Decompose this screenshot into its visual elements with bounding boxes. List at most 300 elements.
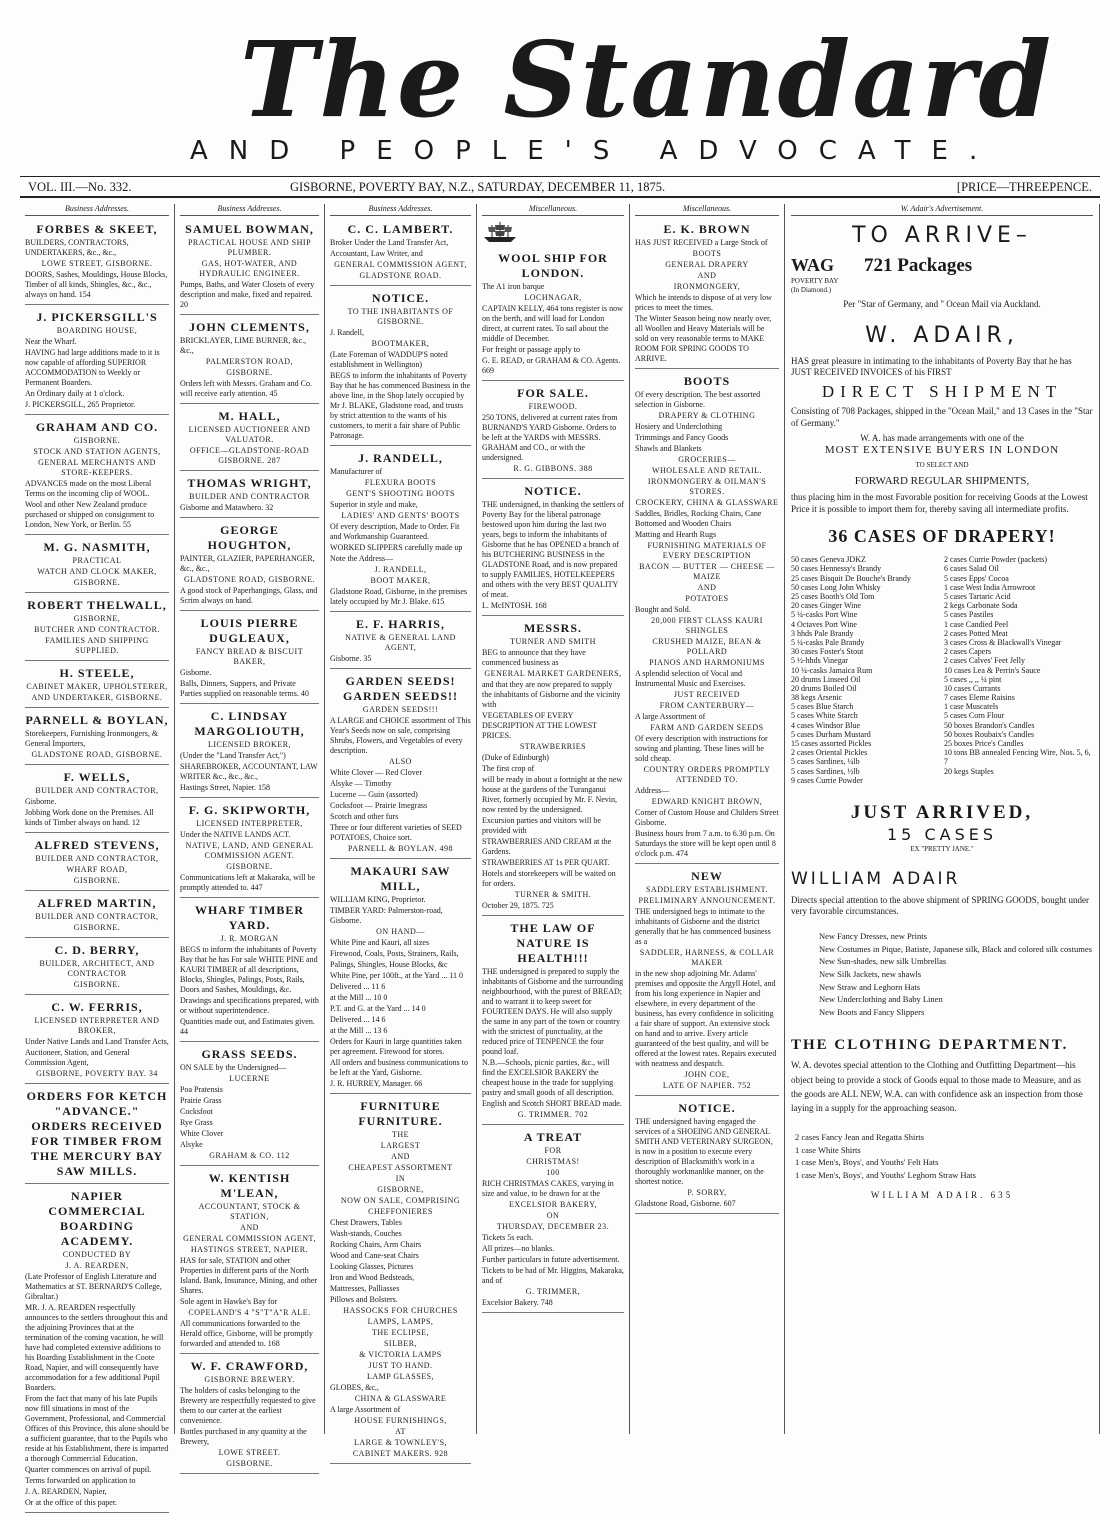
ad-line: Palings, Shingles, House Blocks, &c [330, 960, 448, 969]
advertisement [180, 800, 319, 898]
ad-line: GENERAL COMMISSION AGENT, [183, 1234, 316, 1243]
advertisement [180, 1168, 319, 1354]
ad-line: Gisborne. 35 [330, 654, 372, 663]
ad-line: Alsyke — Timothy [330, 779, 392, 788]
column-4 [477, 204, 630, 1434]
ad-line: CHINA & GLASSWARE [354, 1394, 447, 1403]
advertisement [635, 371, 779, 864]
ad-heading: SAMUEL BOWMAN, [185, 222, 314, 236]
ad-line: LADIES' AND GENTS' BOOTS [341, 511, 460, 520]
ad-line: VEGETABLES OF EVERY DESCRIPTION AT THE LOWEST PRICES. [482, 711, 597, 740]
ad-line: WORKED SLIPPERS carefully made up [330, 543, 463, 552]
list-item: 25 cases Bisquit De Bouche's Brandy [791, 573, 911, 583]
ad-heading: GRASS SEEDS. [201, 1047, 298, 1061]
ad-line: WHOLESALE AND RETAIL. [651, 466, 763, 475]
directs-text: Directs special attention to the above shipment of SPRING GOODS, bought under very favorable circumstances. [791, 894, 1089, 916]
advertisement [180, 613, 319, 704]
ad-line: A good stock of Paperhangings, Glass, and Scrim always on hand. [180, 586, 318, 605]
ad-line: CHRISTMAS! [526, 1157, 580, 1166]
ad-line: Pumps, Baths, and Water Closets of every description and make, fixed and repaired. 20 [180, 280, 315, 309]
ad-heading: ROBERT THELWALL, [27, 598, 167, 612]
ad-heading: ALFRED MARTIN, [37, 896, 157, 910]
ad-line: Hastings Street, Napier. 158 [180, 783, 270, 792]
ad-heading: WOOL SHIP FOR LONDON. [498, 251, 608, 280]
new-goods-list [791, 931, 1093, 1017]
ad-line: Communications left at Makaraka, will be promptly attended to. 447 [180, 873, 316, 892]
ex-ship: EX "PRETTY JANE." [910, 844, 974, 853]
advertisement [482, 1127, 624, 1313]
ad-line: AND [391, 1152, 410, 1161]
list-item: 2 kegs Carbonate Soda [944, 601, 1018, 611]
ship-icon [482, 221, 518, 243]
advertisement [330, 614, 471, 669]
advertisement [25, 940, 169, 995]
ad-line: The Winter Season being now nearly over, all Woollen and Heavy Materials will be sold on very reasonable terms to MAKE ROOM FOR SPRING GOODS TO ARRIVE. [635, 314, 772, 363]
ad-line: Tickets 5s each. [482, 1233, 534, 1242]
ad-line: J. A. REARDEN, Napier, [25, 1487, 107, 1496]
ad-line: FAMILIES AND SHIPPING SUPPLIED. [45, 636, 149, 655]
to-arrive-heading: TO ARRIVE– [852, 223, 1032, 248]
ad-line: J. R. MORGAN [220, 934, 279, 943]
ad-line: Cocksfoot [180, 1107, 213, 1116]
ad-line: & VICTORIA LAMPS [359, 1350, 442, 1359]
arrange-text: W. A. has made arrangements with one of the [860, 432, 1024, 443]
ad-line: NATIVE, LAND, AND GENERAL COMMISSION AGENT. [185, 841, 314, 860]
ad-line: GROCERIES— [678, 455, 736, 464]
ad-line: LUCERNE [229, 1074, 270, 1083]
list-item: 5 ¼-casks Pale Brandy [791, 637, 865, 647]
ad-heading: NOTICE. [524, 484, 582, 498]
ad-line: JUST RECEIVED [673, 690, 741, 699]
ad-line: STRAWBERRIES AND CREAM at the Gardens. [482, 837, 612, 856]
ad-line: GAS, HOT-WATER, AND HYDRAULIC ENGINEER. [199, 259, 300, 278]
ad-line: BUILDER AND CONTRACTOR, [35, 786, 159, 795]
ad-line: LOWE STREET, GISBORNE. [41, 259, 153, 268]
ad-line: Accountant, Law Writer, and [330, 249, 423, 258]
advertisement [180, 406, 319, 471]
ad-heading: GRAHAM AND CO. [35, 420, 159, 434]
ad-line: in the new shop adjoining Mr. Adams' premises and opposite the Argyll Hotel, and from his long experience in Napier and elsewhere, in every department of the business, has every confidence in soliciting a fair share of support. An extensive stock on hand and to arrive. Every article guaranteed of the best quality, and will be offered at the lowest rates. Repairs executed with neatness and despatch. [635, 969, 777, 1068]
advertisement [330, 1096, 471, 1464]
ad-heading: WHARF TIMBER YARD. [194, 903, 304, 932]
ad-line: P. SORRY, [687, 1188, 727, 1197]
ad-line: ACCOUNTANT, STOCK & STATION, [198, 1202, 301, 1221]
advertisement [180, 520, 319, 611]
ad-line: THE undersigned having engaged the services of a SHOEING AND GENERAL SMITH AND VETERINARY SURGEON, is now in a position to execute every description of Blacksmith's work in a thoroughly workmanlike manner, on the shortest notice. [635, 1117, 773, 1186]
advertisement [180, 317, 319, 404]
ad-heading: F. WELLS, [63, 770, 131, 784]
ads-list [330, 219, 471, 1464]
select-text: TO SELECT AND [915, 460, 969, 469]
advertisement [25, 893, 169, 938]
ad-line: BOOT MAKER, [370, 576, 431, 585]
ad-heading: C. D. BERRY, [54, 943, 140, 957]
list-item: 5 cases Durham Mustard [791, 729, 871, 739]
ad-line: Rye Grass [180, 1118, 213, 1127]
ad-heading: C. W. FERRIS, [51, 1000, 143, 1014]
ad-heading: NOTICE. [371, 291, 430, 305]
list-item: New Straw and Leghorn Hats [819, 981, 921, 992]
ad-line: Poa Pratensis [180, 1085, 223, 1094]
ad-heading: THE LAW OF NATURE IS HEALTH!!! [510, 921, 596, 965]
ad-line: Of every description. The best assorted selection in Gisborne. [635, 390, 761, 409]
ad-line: CONDUCTED BY [62, 1250, 132, 1259]
ad-heading: J. RANDELL, [358, 451, 443, 465]
ad-line: THE undersigned begs to intimate to the inhabitants of Gisborne and the district generally that he has commenced business as a [635, 907, 771, 946]
list-item: 9 cases Currie Powder [791, 775, 863, 785]
thus-text: thus placing him in the most Favorable position for receiving Goods at the Lowest Price it is possible to import them for, thereby saving all intermediate profits. [791, 492, 1088, 514]
just-arrived-heading: JUST ARRIVED, [850, 801, 1034, 823]
ad-line: CROCKERY, CHINA & GLASSWARE [635, 498, 779, 507]
advertisement [482, 383, 624, 479]
ad-line: TURNER & SMITH. [514, 890, 592, 899]
advertisement [25, 307, 169, 415]
ads-list [482, 248, 624, 1313]
signature: WILLIAM ADAIR. 635 [870, 1190, 1014, 1201]
advertisement [25, 417, 169, 535]
ad-line: Gisborne. [180, 668, 212, 677]
ad-line: LICENSED BROKER, [207, 740, 292, 749]
list-item: New Costumes in Pique, Batiste, Japanese silk, Black and colored silk costumes [819, 943, 1092, 954]
ad-line: BUILDER AND CONTRACTOR [189, 492, 310, 501]
advertisement [25, 537, 169, 593]
ad-line: SILBER, [383, 1339, 418, 1348]
advertisement [330, 861, 471, 1094]
list-item: 10 ¼-casks Jamaica Rum [791, 665, 873, 675]
ad-heading: THOMAS WRIGHT, [187, 476, 312, 490]
ads-list [635, 219, 779, 1214]
ad-line: BACON — BUTTER — CHEESE — MAIZE [639, 562, 775, 581]
ad-line: R. G. GIBBONS. 388 [513, 464, 593, 473]
list-item: 1 case Muscatels [944, 702, 999, 712]
ad-heading: MAKAURI SAW MILL, [350, 864, 451, 893]
list-item: 15 cases assorted Pickles [791, 739, 872, 748]
ad-heading: ALFRED STEVENS, [34, 838, 160, 852]
ad-line: SADDLER, HARNESS, & COLLAR MAKER [639, 948, 775, 967]
list-item: 2 cases Capers [944, 647, 992, 657]
ad-line: LICENSED INTERPRETER, [196, 819, 303, 828]
ad-line: STOCK AND STATION AGENTS, [33, 447, 161, 456]
ad-line: PAINTER, GLAZIER, PAPERHANGER, &c., &c., [180, 554, 315, 573]
column-3 [325, 204, 477, 1458]
newspaper-title: The Standard [240, 18, 1054, 141]
ad-line: BOARDING HOUSE, [56, 326, 138, 335]
ad-line: (Late Professor of English Literature and Mathematics at ST. BERNARD'S College, Gibraltar.) [25, 1272, 162, 1301]
ad-line: PRELIMINARY ANNOUNCEMENT. [638, 896, 776, 905]
list-item: 5 cases Corn Flour [944, 711, 1005, 721]
ad-line: HASTINGS STREET, NAPIER. [190, 1245, 309, 1254]
ad-line: IN [395, 1174, 406, 1183]
ad-line: Tickets to be had of Mr. Higgins, Makaraka, and of [482, 1266, 624, 1285]
ad-line: FARM AND GARDEN SEEDS [650, 723, 764, 732]
list-item: 2 cases Oriental Pickles [791, 748, 868, 758]
advertisement [25, 997, 169, 1084]
ad-line: P.T. and G. at the Yard ... 14 0 [330, 1004, 426, 1013]
column-heading: Business Addresses. [25, 204, 169, 216]
ad-line: WATCH AND CLOCK MAKER, [37, 567, 157, 576]
list-item: 5 cases ,, ,, ¼ pint [944, 674, 1002, 684]
ad-line: Jobbing Work done on the Premises. All kinds of Timber always on hand. 12 [25, 808, 154, 827]
ad-line: (Duke of Edinburgh) [482, 753, 549, 762]
ad-line: Address— [635, 786, 670, 795]
wag-note: POVERTY BAY [791, 277, 839, 286]
list-item: New Silk Jackets, new shawls [819, 969, 922, 980]
wag-mark: WAG [791, 254, 835, 275]
list-item: 2 cases Potted Meat [944, 628, 1008, 638]
advertisement [635, 866, 779, 1096]
list-item: 5 cases Sardines, ¼lb [791, 757, 860, 767]
list-item: 25 boxes Price's Candles [944, 739, 1024, 748]
ad-line: BUTCHER AND CONTRACTOR. [34, 625, 160, 634]
masthead [0, 0, 1114, 194]
ad-line: Balls, Dinners, Suppers, and Private Parties supplied on reasonable terms. 40 [180, 679, 309, 698]
ad-line: Wash-stands, Couches [330, 1229, 402, 1238]
volume-number: VOL. III.—No. 332. [28, 180, 132, 194]
ad-line: All communications forwarded to the Herald office, Gisborne, will be promptly forwarded and attended to. 168 [180, 1319, 313, 1348]
list-item: 2 cases Calves' Feet Jelly [944, 656, 1025, 666]
ad-line: GISBORNE. [226, 862, 273, 871]
ad-line: CRUSHED MAIZE, BEAN & POLLARD [652, 637, 762, 656]
ad-heading: NAPIER COMMERCIAL BOARDING ACADEMY. [48, 1189, 146, 1248]
ad-line: GENERAL COMMISSION AGENT, [334, 260, 467, 269]
ad-line: Chest Drawers, Tables [330, 1218, 402, 1227]
ad-heading: MESSRS. [523, 621, 583, 635]
stock-list-right [944, 555, 1093, 785]
ad-line: LOWE STREET. [218, 1448, 281, 1457]
ad-line: PRACTICAL HOUSE AND SHIP PLUMBER. [187, 238, 312, 257]
ad-line: AND [697, 583, 717, 592]
ad-line: N.B.—Schools, picnic parties, &c., will find the EXCELSIOR BAKERY the cheapest house in the trade for supplying pastry and small goods of all description. [482, 1058, 614, 1097]
ad-line: AND [240, 1223, 259, 1232]
ad-line: BEG to announce that they have commenced business as [482, 648, 586, 667]
ad-heading: C. C. LAMBERT. [347, 222, 454, 236]
dateline-bar [20, 176, 1100, 198]
most-extensive: MOST EXTENSIVE BUYERS IN LONDON [824, 444, 1060, 456]
advertisement [330, 448, 471, 612]
ad-line: GISBORNE. [73, 876, 121, 885]
ad-line: All orders and business communications to be left at the Yard, Gisborne. [330, 1058, 468, 1077]
ad-line: Excelsior Bakery. 748 [482, 1298, 553, 1307]
list-item: 3 hhds Pale Brandy [791, 628, 854, 638]
ad-line: GISBORNE. [73, 578, 121, 587]
list-item: 5 cases Pastiles [944, 610, 994, 620]
ad-heading: A TREAT [523, 1130, 583, 1144]
ad-line: Under Native Lands and Land Transfer Acts, [25, 1037, 169, 1046]
ad-line: FURNISHING MATERIALS OF EVERY DESCRIPTION [647, 541, 767, 560]
list-item: 5 ½-hhds Vinegar [791, 656, 848, 666]
column-heading: W. Adair's Advertisement. [791, 204, 1093, 216]
ad-line: CAPTAIN KELLY, 464 tons register is now on the berth, and will load for London direct, at current rates. To sail about the middle of December. [482, 304, 623, 343]
ad-line: Of every description, Made to Order. Fit and Workmanship Guaranteed. [330, 522, 460, 541]
ads-list [180, 219, 319, 1474]
ad-line: 250 TONS, delivered at current rates from BURNAND'S YARD Gisborne. Orders to be left at the YARDS with MESSRS. GRAHAM and CO., or with the undersigned. [482, 413, 618, 462]
ad-line: White Clover — Red Clover [330, 768, 422, 777]
ad-heading: F. G. SKIPWORTH, [188, 803, 311, 817]
ad-line: CABINET MAKER, UPHOLSTERER, [26, 682, 168, 691]
column-heading: Business Addresses. [180, 204, 319, 216]
ad-line: AND UNDERTAKER, GISBORNE. [31, 693, 163, 702]
list-item: 5 cases White Starch [791, 711, 858, 721]
ad-line: Firewood, Coals, Posts, Strainers, Rails, [330, 949, 459, 958]
advertisement [482, 481, 624, 616]
advertisement [330, 288, 471, 446]
ad-line: FROM CANTERBURY— [659, 701, 755, 710]
ad-line: JOHN COE, [684, 1070, 730, 1079]
ad-line: 20,000 FIRST CLASS KAURI SHINGLES [651, 616, 763, 635]
ad-line: Mattresses, Palliasses [330, 1284, 400, 1293]
list-item: 25 cases Booth's Old Tom [791, 592, 875, 601]
ad-line: HAS JUST RECEIVED a Large Stock of [635, 238, 768, 247]
ad-line: Trimmings and Fancy Goods [635, 433, 729, 442]
ad-line: SADDLERY ESTABLISHMENT. [646, 885, 768, 894]
ad-line: BEGS to inform the inhabitants of Poverty Bay that he has For sale WHITE PINE and KAURI TIMBER of all descriptions, Blocks, Shingles, Palings, Posts, Rails, Doors and Sashes, Mouldings, &c. [180, 945, 318, 994]
ad-line: White Pine, per 100ft., at the Yard ... 11 0 [330, 971, 464, 980]
ad-line: EDWARD KNIGHT BROWN, [651, 797, 763, 806]
ad-line: THE [391, 1130, 410, 1139]
ad-line: GISBORNE. [73, 923, 121, 932]
ad-heading: E. K. BROWN [663, 222, 751, 236]
stock-list [791, 555, 1093, 785]
list-item: 4 cases Windsor Blue [791, 720, 861, 730]
advertisement [25, 1086, 169, 1184]
ad-line: A large Assortment of [330, 1405, 401, 1414]
ad-line: GARDEN SEEDS!!! [362, 705, 439, 714]
list-item: 50 boxes Brandon's Candles [944, 720, 1035, 730]
ad-line: Near the Wharf. [25, 337, 77, 346]
advertisement [25, 710, 169, 765]
list-item: New Underclothing and Baby Linen [819, 994, 943, 1005]
ad-line: COUNTRY ORDERS PROMPTLY ATTENDED TO. [643, 765, 771, 784]
ad-line: The A1 iron barque [482, 282, 545, 291]
ad-line: Three or four different varieties of SEED POTATOES, Choice sort. [330, 823, 462, 842]
newspaper-subtitle: AND PEOPLE'S ADVOCATE. [190, 136, 999, 166]
ad-line: Superior in style and make, [330, 500, 418, 509]
advertisement [25, 767, 169, 833]
ad-heading: J. PICKERSGILL'S [36, 310, 158, 324]
ad-line: BUILDER AND CONTRACTOR, [35, 912, 159, 921]
ad-line: Orders for Kauri in large quantities taken per agreement. Firewood for stores. [330, 1037, 462, 1056]
ad-line: NATIVE & GENERAL LAND AGENT, [345, 633, 456, 652]
list-item: 3 cases Cross & Blackwall's Vinegar [944, 637, 1062, 647]
list-item: 50 cases Geneva JDKZ [791, 555, 866, 565]
ad-line: Wool and other New Zealand produce purchased or shipped on consignment to London, New York, or Berlin. 55 [25, 500, 155, 529]
advertisement [482, 248, 624, 381]
ad-line: Quantities made out, and Estimates given. 44 [180, 1017, 315, 1036]
ad-line: GISBORNE. [226, 1459, 273, 1468]
ad-line: A LARGE and CHOICE assortment of This Year's Seeds now on sale, comprising Shrubs, Flowers, and Vegetables of every description. [330, 716, 471, 755]
consisting-text: Consisting of 708 Packages, shipped in the "Ocean Mail," and 13 Cases in the "Star of Germany." [791, 406, 1093, 428]
list-item: New Boots and Fancy Slippers [819, 1006, 925, 1017]
ad-line: The holders of casks belonging to the Brewery are respectfully requested to give them to our carter at the earliest convenience. [180, 1386, 316, 1425]
wag-note: (In Diamond.) [791, 286, 832, 294]
list-item: 38 kegs Arsenic [791, 693, 843, 703]
ad-line: THE ECLIPSE, [371, 1328, 430, 1337]
ad-line: Rocking Chairs, Arm Chairs [330, 1240, 422, 1249]
ad-line: FLEXURA BOOTS [364, 478, 437, 487]
ad-heading: E. F. HARRIS, [356, 617, 445, 631]
ad-line: Under the NATIVE LANDS ACT. [180, 830, 291, 839]
ad-line: RICH CHRISTMAS CAKES, varying in size and value, to be drawn for at the [482, 1179, 614, 1198]
ad-line: AT [395, 1427, 406, 1436]
ad-line: LAMPS, LAMPS, [367, 1317, 434, 1326]
ad-line: L. McINTOSH. 168 [482, 601, 547, 610]
ad-line: HASSOCKS FOR CHURCHES [343, 1306, 458, 1315]
clothing-text: W. A. devotes special attention to the Clothing and Outfitting Department—his object being to provide a stock of Goods equal to those made to Measure, and as the goods are ALL NEW, W.A. can with confidence ask an inspection from those laying in a supply for the approaching season. [791, 1060, 1083, 1114]
ad-line: Hotels and storekeepers will be waited on for orders. [482, 869, 616, 888]
ad-line: CHEFFONIERES [368, 1207, 433, 1216]
ad-line: SHAREBROKER, ACCOUNTANT, LAW WRITER &c., &c., &c., [180, 762, 318, 781]
ad-line: Drawings and specifications prepared, with or without superintendence. [180, 996, 319, 1015]
column-heading: Miscellaneous. [635, 204, 779, 216]
ad-line: For freight or passage apply to [482, 345, 580, 354]
column-2 [175, 204, 325, 1468]
advertisement [180, 1044, 319, 1166]
advertisement [330, 671, 471, 859]
ad-line: J. PICKERSGILL, 265 Proprietor. [25, 400, 136, 409]
list-item: 2 cases Fancy Jean and Regatta Shirts [795, 1131, 924, 1142]
ad-line: ALSO [389, 757, 412, 766]
ad-line: Corner of Custom House and Childers Street Gisborne. [635, 808, 779, 827]
issue-place-date: GISBORNE, POVERTY BAY, N.Z., SATURDAY, DECEMBER 11, 1875. [290, 180, 666, 194]
list-item: New Sun-shades, new silk Umbrellas [819, 956, 947, 967]
list-item: 50 cases Hennessy's Brandy [791, 564, 882, 574]
ad-line: Excursion parties and visitors will be provided with [482, 816, 601, 835]
ad-line: Hosiery and Underclothing [635, 422, 723, 431]
list-item: 7 cases Eleme Raisins [944, 693, 1015, 703]
list-item: 1 case Men's, Boys', and Youths' Leghorn Straw Hats [795, 1169, 976, 1180]
ad-line: Auctioneer, Station, and General Commission Agent, [25, 1048, 130, 1067]
ad-line: GENERAL MARKET GARDENERS, [484, 669, 622, 678]
ad-line: Manufacturer of [330, 467, 383, 476]
has-text: HAS great pleasure in intimating to the inhabitants of Poverty Bay that he has JUST RECEIVED INVOICES of his FIRST [791, 355, 1072, 377]
ad-line: OFFICE—GLADSTONE-ROAD GISBORNE. 287 [189, 446, 310, 465]
advertisement [180, 473, 319, 518]
ad-line: TO THE INHABITANTS OF GISBORNE. [347, 307, 454, 326]
wag-row [791, 254, 1093, 278]
ad-line: LARGEST [380, 1141, 421, 1150]
ad-heading: LOUIS PIERRE DUGLEAUX, [200, 616, 299, 645]
ad-line: Bought and Sold. [635, 605, 691, 614]
ad-line: BUILDER, ARCHITECT, AND CONTRACTOR [39, 959, 155, 978]
ad-line: English and Scotch SHORT BREAD made. [482, 1099, 622, 1108]
ad-line: NOW ON SALE, COMPRISING [340, 1196, 461, 1205]
ad-line: STRAWBERRIES [519, 742, 587, 751]
ad-line: Cocksfoot — Prairie Imegrass [330, 801, 428, 810]
ad-heading: FURNITURE FURNITURE. [358, 1099, 443, 1128]
ad-line: J. RANDELL, [374, 565, 427, 574]
ad-line: (Under the "Land Transfer Act,") [180, 751, 286, 760]
ad-line: Delivered ... 14 6 [330, 1015, 386, 1024]
ad-line: GISBORNE. [73, 980, 121, 989]
ad-heading: JOHN CLEMENTS, [189, 320, 310, 334]
ad-line: Storekeepers, Furnishing Ironmongers, & General Importers, [25, 729, 159, 748]
ad-line: Orders left with Messrs. Graham and Co. will receive early attention. 45 [180, 379, 312, 398]
list-item: 10 tons BB annealed Fencing Wire, Nos. 5, 6, 7 [944, 748, 1091, 767]
direct-shipment: DIRECT SHIPMENT [821, 382, 1063, 401]
ad-line: From the fact that many of his late Pupils now fill situations in most of the Government, Professional, and Commercial Offices of this Province, this alone should be a sufficient guarantee, that to the Pupils who reside at his Establishment, there is imparted a thorough Commercial Education. [25, 1394, 169, 1463]
ad-line: Further particulars in future advertisement. [482, 1255, 620, 1264]
ad-line: Pillows and Bolsters. [330, 1295, 398, 1304]
ad-line: GISBORNE BREWERY. [204, 1375, 295, 1384]
ad-line: GLADSTONE ROAD, GISBORNE. [31, 750, 163, 759]
ad-line: Prairie Grass [180, 1096, 222, 1105]
ad-line: G. TRIMMER. 702 [517, 1110, 589, 1119]
ad-line: GISBORNE, POVERTY BAY. 34 [36, 1069, 158, 1078]
ad-line: PIANOS AND HARMONIUMS [649, 658, 765, 667]
ad-line: LICENSED AUCTIONEER AND VALUATOR. [188, 425, 311, 444]
advertisement [482, 918, 624, 1125]
issue-price: [PRICE—THREEPENCE. [956, 180, 1092, 194]
